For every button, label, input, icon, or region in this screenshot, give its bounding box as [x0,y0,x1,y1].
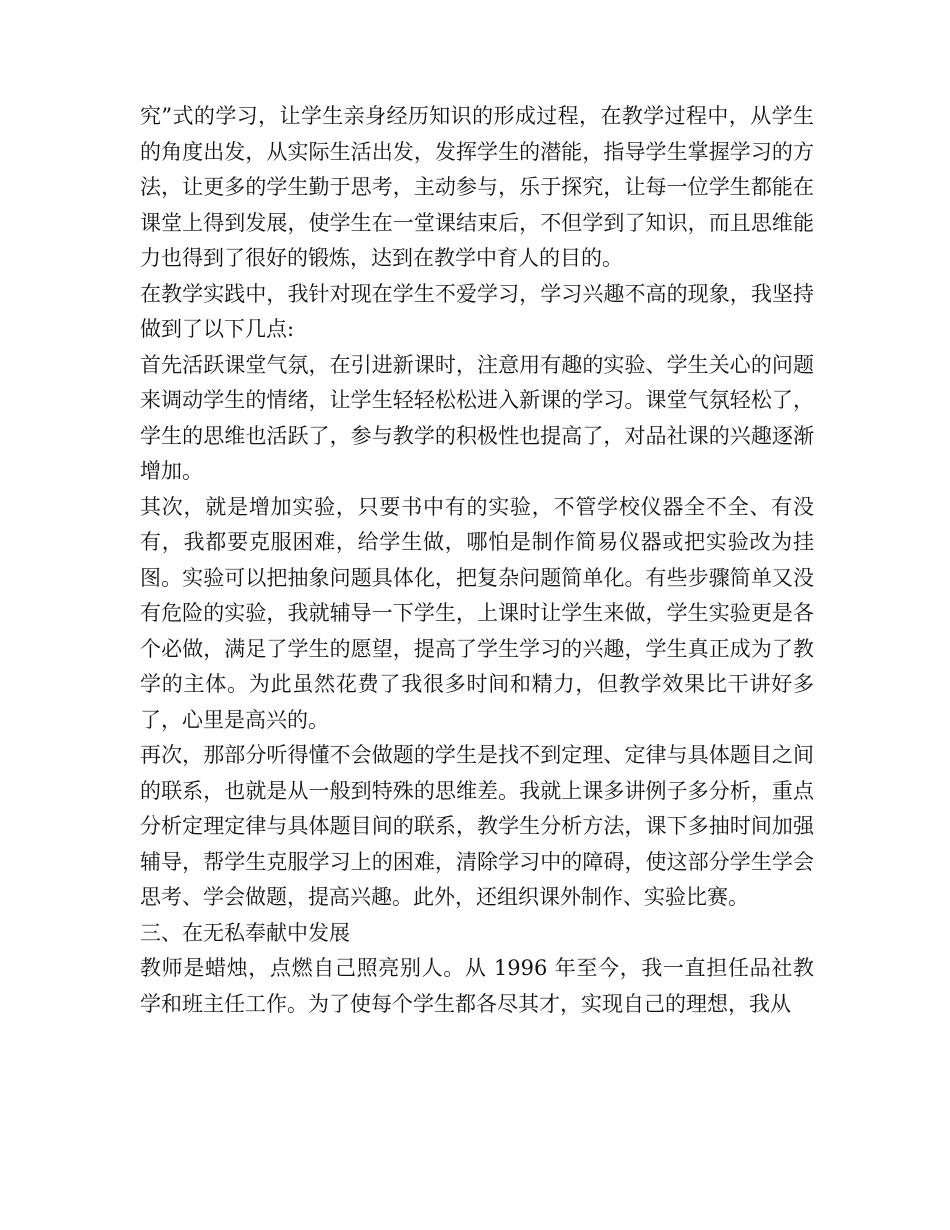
section-heading-dedication: 三、在无私奉献中发展 [140,920,350,945]
paragraph-teaching-practice: 在教学实践中，我针对现在学生不爱学习，学习兴趣不高的现象，我坚持做到了以下几点: [140,281,814,341]
paragraph-tutoring: 再次，那部分听得懂不会做题的学生是找不到定理、定律与具体题目之间的联系，也就是从一般到特殊的思维差。我就上课多讲例子多分析，重点分析定理定律与具体题目间的联系，教学生分析方法，课下多抽时间加强辅导，帮学生克服学习上的困难，清除学习中的障碍，使这部分学生学会思考、学会做题，提高兴趣。此外，还组织课外制作、实验比赛。 [140,743,814,909]
paragraph-experiments: 其次，就是增加实验，只要书中有的实验，不管学校仪器全不全、有没有，我都要克服困难，给学生做，哪怕是制作简易仪器或把实验改为挂图。实验可以把抽象问题具体化，把复杂问题简单化。有些步骤简单又没有危险的实验，我就辅导一下学生，上课时让学生来做，学生实验更是各个必做，满足了学生的愿望，提高了学生学习的兴趣，学生真正成为了教学的主体。为此虽然花费了我很多时间和精力，但教学效果比干讲好多了，心里是高兴的。 [140,494,814,732]
paragraph-teacher-candle: 教师是蜡烛，点燃自己照亮别人。从 1996 年至今，我一直担任品社教学和班主任工作。为了使每个学生都各尽其才，实现自己的理想，我从 [140,956,814,1016]
paragraph-inquiry-learning: 究”式的学习，让学生亲身经历知识的形成过程，在教学过程中，从学生的角度出发，从实际生活出发，发挥学生的潜能，指导学生掌握学习的方法，让更多的学生勤于思考，主动参与，乐于探究，让每一位学生都能在课堂上得到发展，使学生在一堂课结束后，不但学到了知识，而且思维能力也得到了很好的锻炼，达到在教学中育人的目的。 [140,104,814,270]
document-body [140,99,814,1022]
paragraph-classroom-atmosphere: 首先活跃课堂气氛，在引进新课时，注意用有趣的实验、学生关心的问题来调动学生的情绪，让学生轻轻松松进入新课的学习。课堂气氛轻松了，学生的思维也活跃了，参与教学的积极性也提高了，对品社课的兴趣逐渐增加。 [140,352,814,483]
